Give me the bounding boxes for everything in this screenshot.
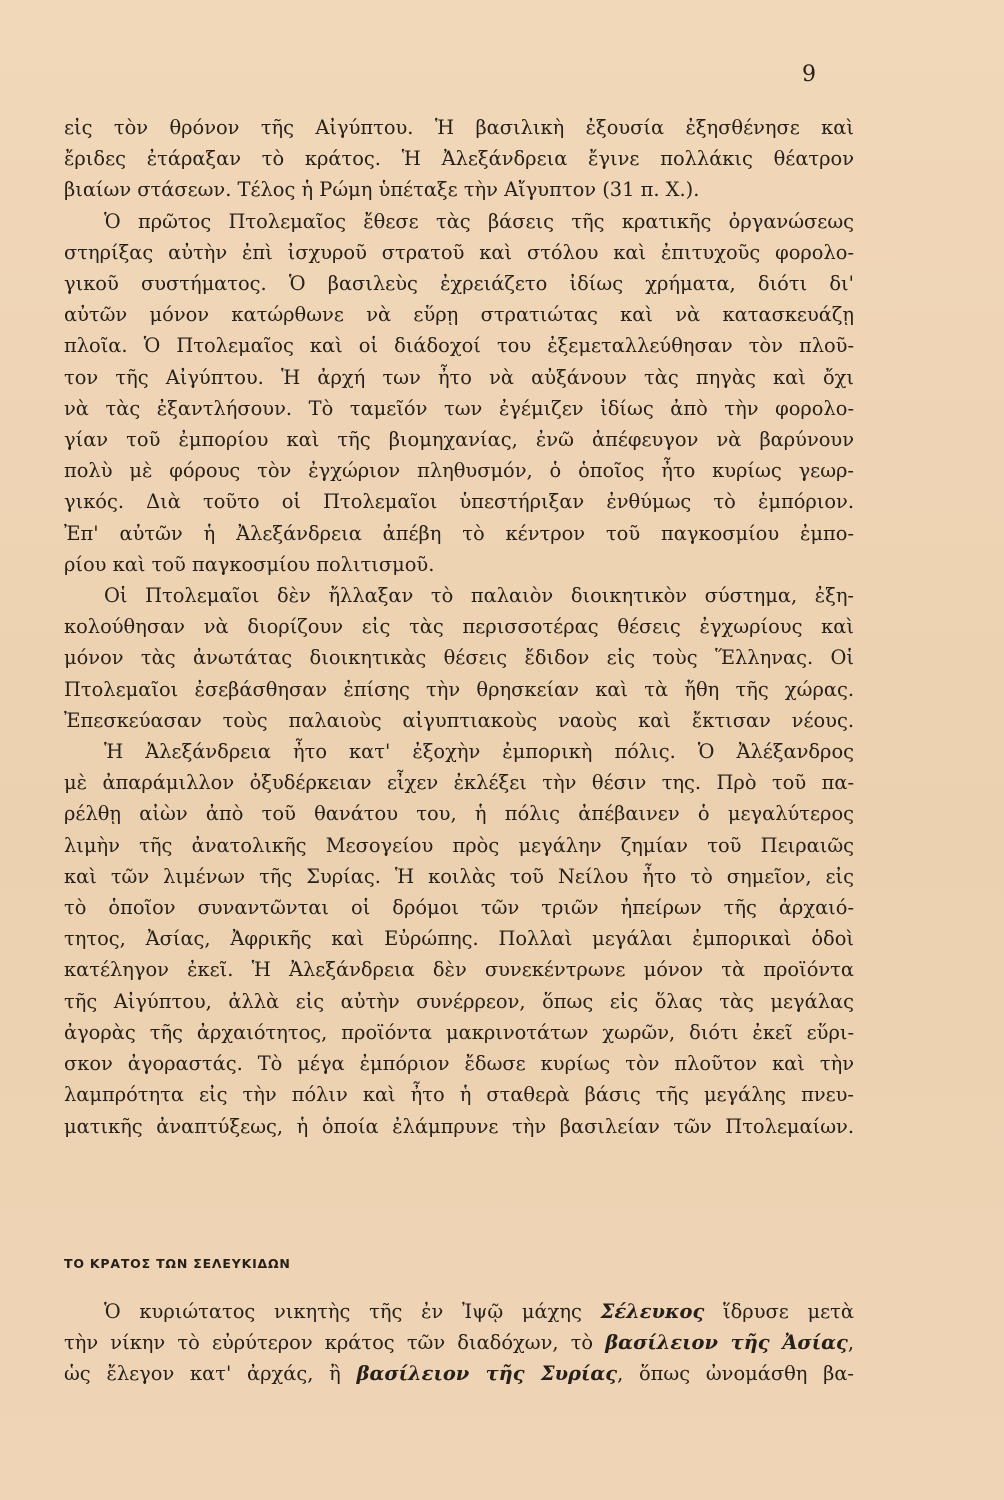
text-line: μόνον τὰς ἀνωτάτας διοικητικὰς θέσεις ἔδιδον εἰς τοὺς Ἕλληνας. Οἱ bbox=[64, 646, 854, 670]
text-line: ἔριδες ἐτάραξαν τὸ κράτος. Ἡ Ἀλεξάνδρεια ἔγινε πολλάκις θέατρον bbox=[64, 147, 854, 171]
body-text bbox=[64, 112, 854, 1142]
text-line: Ἐπεσκεύασαν τοὺς παλαιοὺς αἰγυπτιακοὺς ναοὺς καὶ ἔκτισαν νέους. bbox=[64, 708, 854, 732]
text-line: Πτολεμαῖοι ἐσεβάσθησαν ἐπίσης τὴν θρησκείαν καὶ τὰ ἤθη τῆς χώρας. bbox=[64, 677, 854, 701]
emphasis-name: Σέλευκος bbox=[600, 1300, 705, 1323]
text-line: γίαν τοῦ ἐμπορίου καὶ τῆς βιομηχανίας, ἐνῶ ἀπέφευγον νὰ βαρύνουν bbox=[64, 428, 854, 452]
text-line: ἀγορὰς τῆς ἀρχαιότητος, προϊόντα μακρινοτάτων χωρῶν, διότι ἐκεῖ εὕρι- bbox=[64, 1020, 854, 1044]
text-line: Ἡ Ἀλεξάνδρεια ἦτο κατ' ἐξοχὴν ἐμπορικὴ πόλις. Ὁ Ἀλέξανδρος bbox=[104, 740, 854, 764]
text-line bbox=[64, 1296, 854, 1327]
text-line: νὰ τὰς ἐξαντλήσουν. Τὸ ταμεῖόν των ἐγέμιζεν ἰδίως ἀπὸ τὴν φορολο- bbox=[64, 396, 854, 420]
text-line: ρίου καὶ τοῦ παγκοσμίου πολιτισμοῦ. bbox=[64, 552, 435, 576]
text-line: πλοῖα. Ὁ Πτολεμαῖος καὶ οἱ διάδοχοί του ἐξεμεταλλεύθησαν τὸν πλοῦ- bbox=[64, 334, 854, 358]
text-line: Ἐπ' αὐτῶν ἡ Ἀλεξάνδρεια ἀπέβη τὸ κέντρον τοῦ παγκοσμίου ἐμπο- bbox=[64, 521, 854, 545]
text-line: κολούθησαν νὰ διορίζουν εἰς τὰς περισσοτέρας θέσεις ἐγχωρίους καὶ bbox=[64, 615, 854, 639]
text-line: γικοῦ συστήματος. Ὁ βασιλεὺς ἐχρειάζετο ἰδίως χρήματα, διότι δι' bbox=[64, 272, 854, 296]
text-line: στηρίξας αὐτὴν ἐπὶ ἰσχυροῦ στρατοῦ καὶ στόλου καὶ ἐπιτυχοῦς φορολο- bbox=[64, 240, 854, 264]
text-line: ματικῆς ἀναπτύξεως, ἡ ὁποία ἐλάμπρυνε τὴν βασιλείαν τῶν Πτολεμαίων. bbox=[64, 1114, 854, 1138]
text-line: αὐτῶν μόνον κατώρθωνε νὰ εὕρῃ στρατιώτας καὶ νὰ κατασκευάζῃ bbox=[64, 303, 854, 327]
text-span: , bbox=[847, 1331, 854, 1355]
text-line: γικός. Διὰ τοῦτο οἱ Πτολεμαῖοι ὑπεστήριξαν ἐνθύμως τὸ ἐμπόριον. bbox=[64, 490, 854, 514]
text-line: τὸ ὁποῖον συναντῶνται οἱ δρόμοι τῶν τριῶν ἠπείρων τῆς ἀρχαιό- bbox=[64, 896, 854, 920]
text-line bbox=[64, 1327, 854, 1358]
text-line: Ὁ πρῶτος Πτολεμαῖος ἔθεσε τὰς βάσεις τῆς κρατικῆς ὀργανώσεως bbox=[104, 209, 854, 233]
text-line: τῆς Αἰγύπτου, ἀλλὰ εἰς αὐτὴν συνέρρεον, ὅπως εἰς ὅλας τὰς μεγάλας bbox=[64, 989, 854, 1013]
text-line: τον τῆς Αἰγύπτου. Ἡ ἀρχή των ἦτο νὰ αὐξάνουν τὰς πηγὰς καὶ ὄχι bbox=[64, 365, 854, 389]
text-line: βιαίων στάσεων. Τέλος ἡ Ρώμη ὑπέταξε τὴν Αἴγυπτον (31 π. Χ.). bbox=[64, 178, 700, 202]
text-span: ἵδρυσε μετὰ bbox=[704, 1300, 855, 1323]
text-line: κατέληγον ἐκεῖ. Ἡ Ἀλεξάνδρεια δὲν συνεκέντρωνε μόνον τὰ προϊόντα bbox=[64, 958, 854, 982]
emphasis-term: βασίλειον τῆς Ἀσίας bbox=[605, 1331, 848, 1355]
text-span: Ὁ κυριώτατος νικητὴς τῆς ἐν Ἰψῷ μάχης bbox=[104, 1300, 601, 1323]
section-heading: ΤΟ ΚΡΑΤΟΣ ΤΩΝ ΣΕΛΕΥΚΙΔΩΝ bbox=[64, 1256, 291, 1271]
text-line: τητος, Ἀσίας, Ἀφρικῆς καὶ Εὐρώπης. Πολλαὶ μεγάλαι ἐμπορικαὶ ὁδοὶ bbox=[64, 927, 854, 951]
text-span: τὴν νίκην τὸ εὐρύτερον κράτος τῶν διαδόχων, τὸ bbox=[64, 1331, 606, 1355]
emphasis-term: βασίλειον τῆς Συρίας bbox=[356, 1362, 618, 1386]
text-line: εἰς τὸν θρόνον τῆς Αἰγύπτου. Ἡ βασιλικὴ ἐξουσία ἐξησθένησε καὶ bbox=[64, 116, 854, 139]
page-number: 9 bbox=[802, 62, 817, 87]
text-line bbox=[64, 1358, 854, 1389]
text-line: σκον ἀγοραστάς. Τὸ μέγα ἐμπόριον ἔδωσε κυρίως τὸν πλοῦτον καὶ τὴν bbox=[64, 1052, 854, 1076]
text-span: , ὅπως ὠνομάσθη βα- bbox=[617, 1362, 854, 1386]
text-line: καὶ τῶν λιμένων τῆς Συρίας. Ἡ κοιλὰς τοῦ Νείλου ἦτο τὸ σημεῖον, εἰς bbox=[64, 864, 854, 888]
text-line: λαμπρότητα εἰς τὴν πόλιν καὶ ἦτο ἡ σταθερὰ βάσις τῆς μεγάλης πνευ- bbox=[64, 1083, 854, 1107]
text-line: ρέλθῃ αἰὼν ἀπὸ τοῦ θανάτου του, ἡ πόλις ἀπέβαινεν ὁ μεγαλύτερος bbox=[64, 802, 854, 826]
text-line: Οἱ Πτολεμαῖοι δὲν ἤλλαξαν τὸ παλαιὸν διοικητικὸν σύστημα, ἐξη- bbox=[104, 584, 854, 608]
text-line: λιμὴν τῆς ἀνατολικῆς Μεσογείου πρὸς μεγάλην ζημίαν τοῦ Πειραιῶς bbox=[64, 833, 854, 857]
text-line: μὲ ἀπαράμιλλον ὀξυδέρκειαν εἶχεν ἐκλέξει τὴν θέσιν της. Πρὸ τοῦ πα- bbox=[64, 771, 854, 795]
text-line: πολὺ μὲ φόρους τὸν ἐγχώριον πληθυσμόν, ὁ ὁποῖος ἦτο κυρίως γεωρ- bbox=[64, 459, 854, 483]
section-text bbox=[64, 1296, 854, 1390]
text-span: ὡς ἔλεγον κατ' ἀρχάς, ἢ bbox=[64, 1362, 357, 1386]
